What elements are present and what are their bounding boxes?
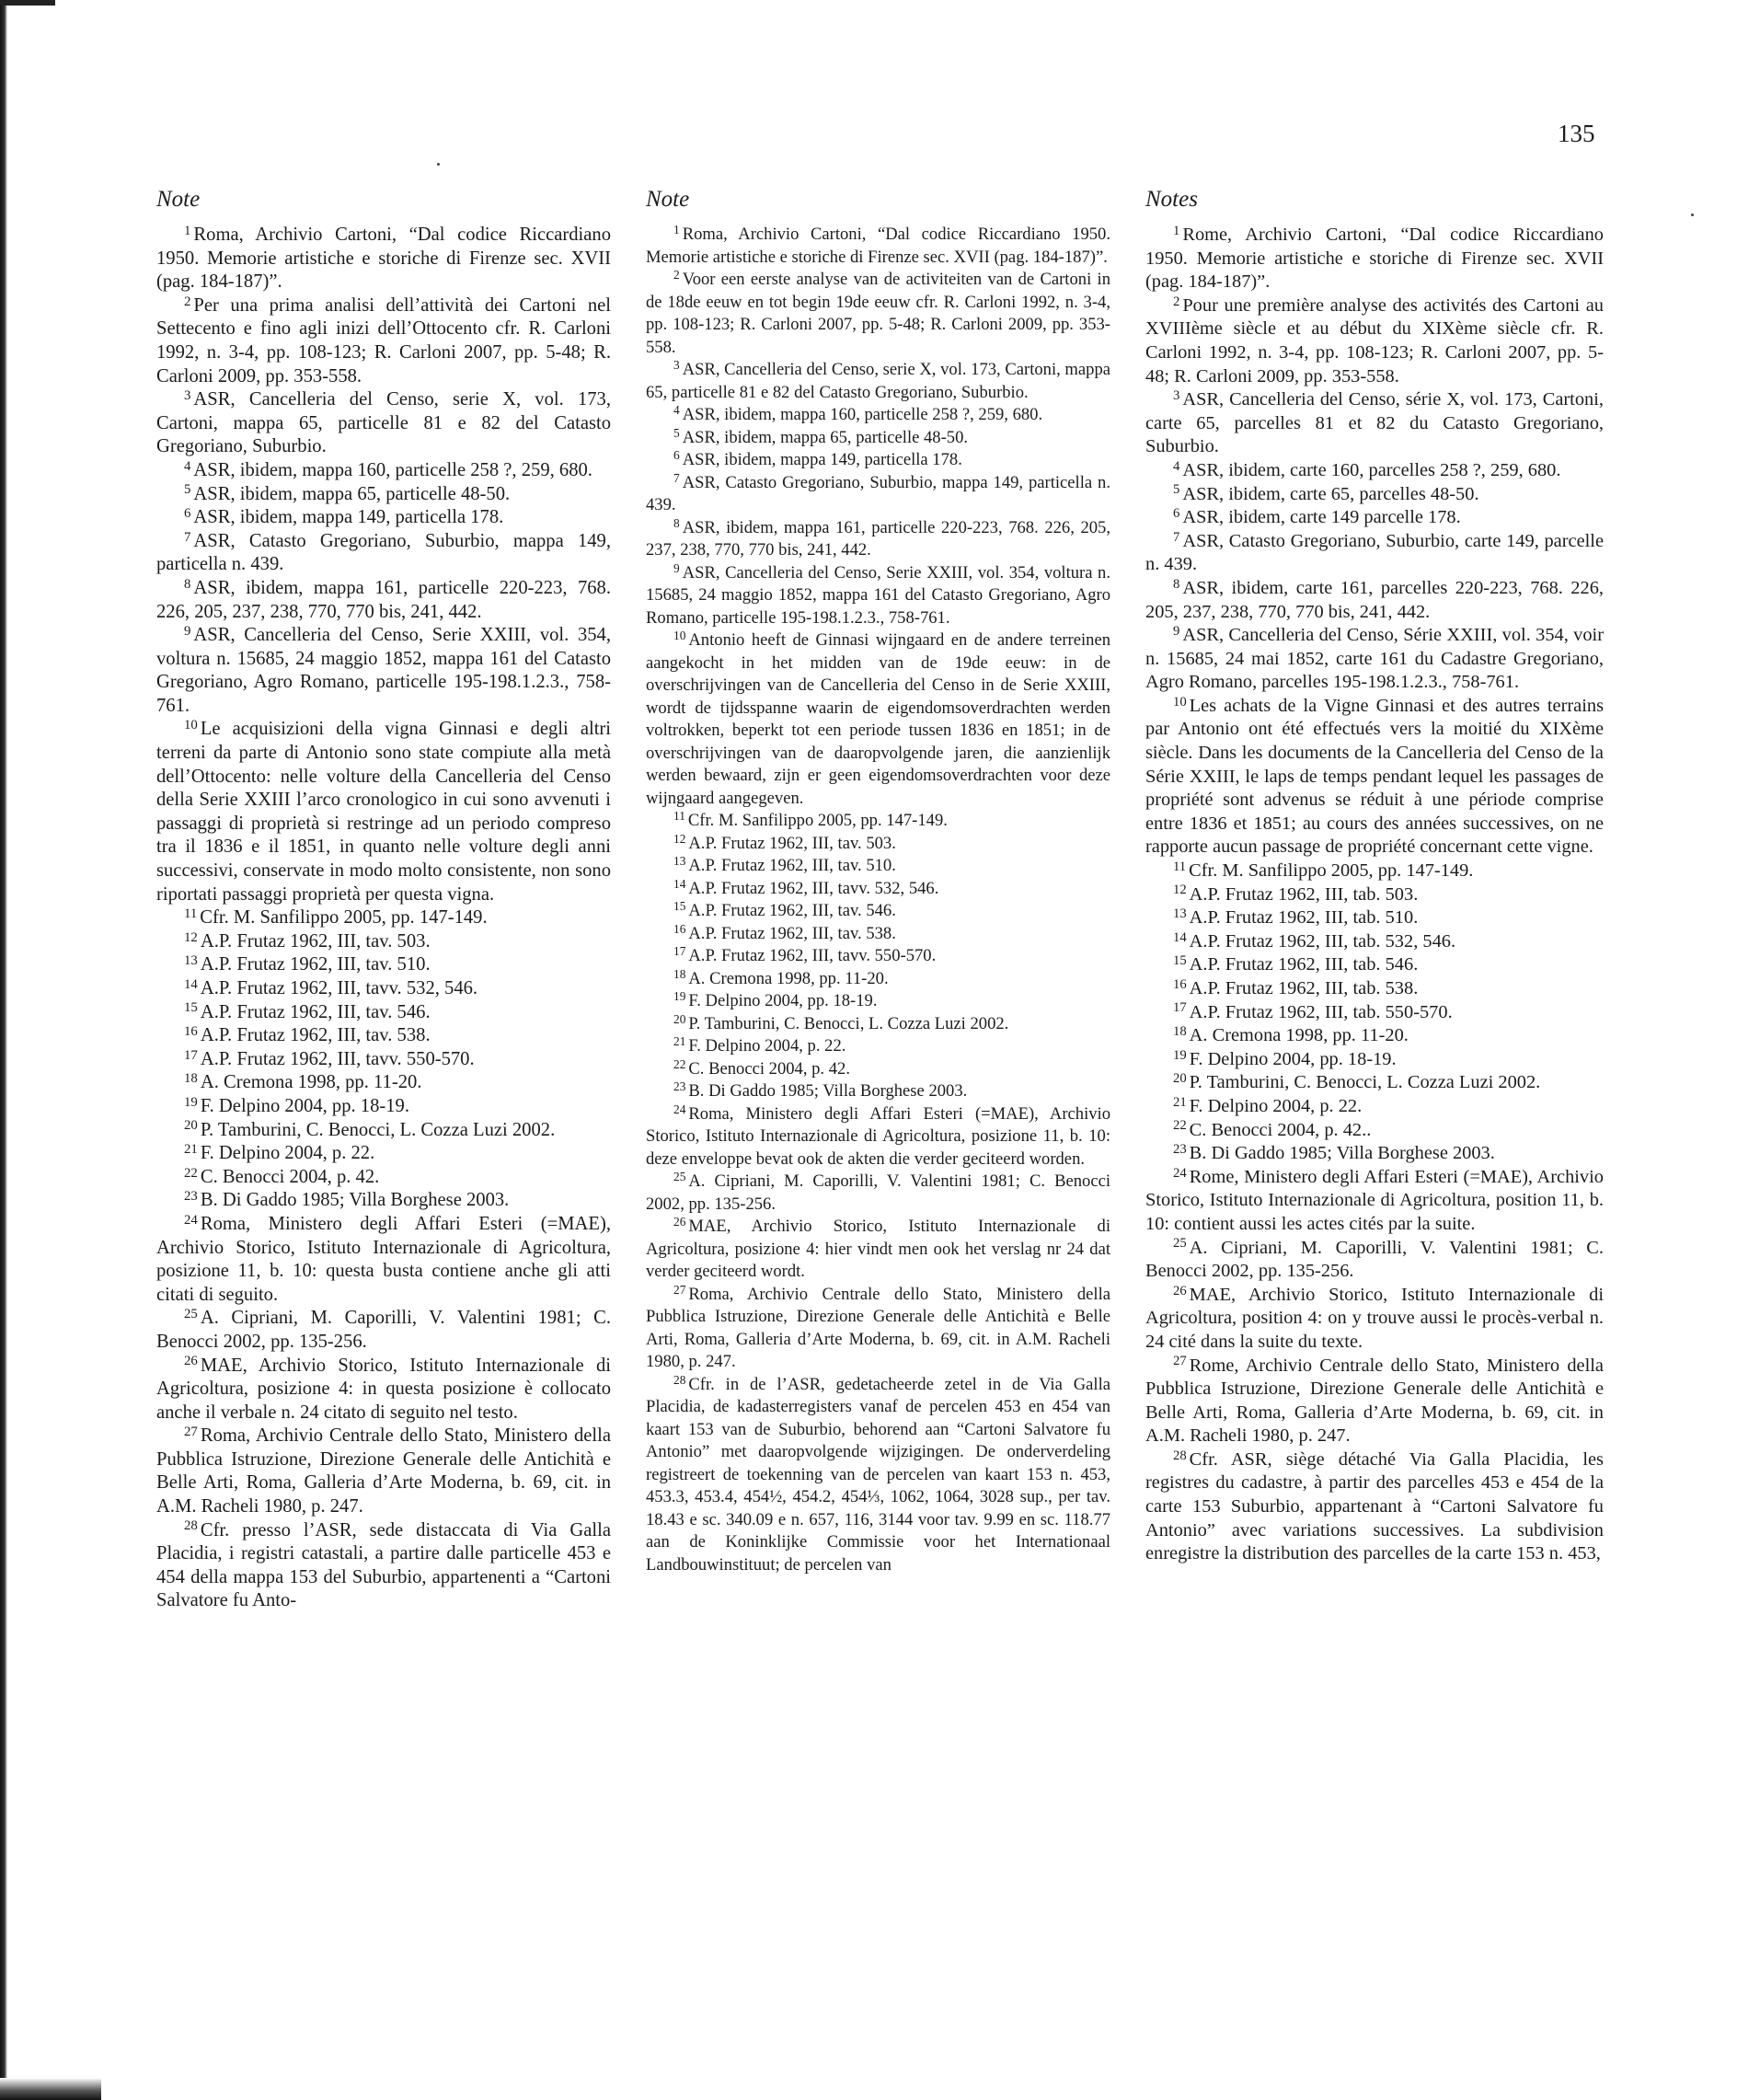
footnote	[1145, 695, 1604, 860]
footnote-text: C. Benocci 2004, p. 42.	[200, 1166, 380, 1187]
footnote-number: 17	[1173, 1000, 1187, 1016]
footnote-number: 19	[1173, 1047, 1187, 1063]
footnote-number: 27	[184, 1425, 198, 1440]
footnote	[1145, 506, 1604, 530]
footnote	[156, 718, 611, 906]
footnote-text: A. Cipriani, M. Caporilli, V. Valentini 1981; C. Benocci 2002, pp. 135-256.	[646, 1171, 1110, 1214]
scan-edge-top	[0, 0, 55, 6]
footnote-number: 18	[184, 1071, 198, 1087]
footnote-number: 1	[1173, 223, 1180, 238]
footnote	[646, 945, 1110, 968]
footnote	[1145, 1448, 1604, 1566]
footnote-text: A.P. Frutaz 1962, III, tab. 550-570.	[1189, 1001, 1453, 1022]
footnote-number: 8	[673, 515, 680, 530]
footnote	[1145, 1024, 1604, 1048]
footnote-text: A.P. Frutaz 1962, III, tab. 538.	[1189, 978, 1419, 998]
footnote-number: 5	[184, 482, 191, 498]
footnote	[156, 577, 611, 624]
footnote-number: 7	[184, 529, 191, 545]
footnote	[646, 1284, 1110, 1374]
footnote-text: F. Delpino 2004, pp. 18-19.	[688, 991, 878, 1010]
footnote-text: A.P. Frutaz 1962, III, tavv. 550-570.	[688, 946, 937, 965]
footnote-number: 20	[673, 1011, 686, 1026]
footnote	[156, 977, 611, 1001]
footnote	[156, 1142, 611, 1166]
footnote-text: Roma, Ministero degli Affari Esteri (=MAE), Archivio Storico, Istituto Internazionale di Agricoltura, posizione 11, b. 10: questa busta contiene anche gli atti citati di seguito.	[156, 1213, 611, 1305]
footnote	[646, 472, 1110, 517]
footnote	[1145, 483, 1604, 507]
footnote-number: 10	[673, 629, 686, 643]
footnote-text: Rome, Archivio Cartoni, “Dal codice Riccardiano 1950. Memorie artistiche e storiche di Firenze sec. XVII (pag. 184-187)”.	[1145, 225, 1604, 293]
footnote	[646, 427, 1110, 450]
footnote	[1145, 883, 1604, 907]
footnote	[1145, 624, 1604, 695]
footnote-text: ASR, Cancelleria del Censo, serie X, vol. 173, Cartoni, mappa 65, particelle 81 e 82 del Catasto Gregoriano, Suburbio.	[156, 389, 611, 457]
footnote-text: Cfr. M. Sanfilippo 2005, pp. 147-149.	[200, 907, 488, 929]
footnote-number: 19	[673, 989, 686, 1004]
footnote-text: Cfr. M. Sanfilippo 2005, pp. 147-149.	[687, 811, 948, 830]
footnote	[1145, 1237, 1604, 1284]
footnote-text: A.P. Frutaz 1962, III, tavv. 532, 546.	[200, 978, 478, 998]
footnote-text: ASR, ibidem, mappa 65, particelle 48-50.	[193, 483, 511, 504]
footnote	[1145, 953, 1604, 977]
column-heading: Notes	[1145, 187, 1198, 212]
footnote-number: 23	[184, 1189, 198, 1205]
footnote	[646, 968, 1110, 991]
footnote-number: 15	[184, 1000, 198, 1016]
footnote-number: 7	[673, 470, 680, 485]
footnote	[646, 878, 1110, 901]
footnote-text: ASR, Catasto Gregoriano, Suburbio, mappa 149, particella n. 439.	[156, 530, 611, 575]
footnote	[646, 990, 1110, 1013]
footnote-number: 5	[673, 425, 680, 440]
footnote-text: P. Tamburini, C. Benocci, L. Cozza Luzi 2002.	[200, 1119, 556, 1140]
footnote-number: 9	[1173, 623, 1180, 639]
footnote	[1145, 1048, 1604, 1072]
footnote	[1145, 530, 1604, 577]
footnote-text: C. Benocci 2004, p. 42.	[688, 1058, 850, 1079]
footnote-number: 26	[184, 1354, 198, 1369]
footnote-number: 13	[673, 854, 686, 869]
footnote-text: A.P. Frutaz 1962, III, tav. 538.	[688, 923, 896, 943]
footnote	[156, 294, 611, 388]
footnote-number: 11	[1173, 859, 1187, 874]
footnote-text: Cfr. ASR, siège détaché Via Galla Placidia, les registres du cadastre, à partir des parcelles 453 e 454 de la carte 153 Suburbio, appartenant à “Cartoni Salvatore fu Antonio” avec variations successives. La subdivision enregistre la distribution des parcelles de la carte 153 n. 453,	[1145, 1448, 1604, 1564]
footnote-text: A.P. Frutaz 1962, III, tavv. 532, 546.	[688, 878, 939, 898]
footnote	[156, 953, 611, 977]
footnote	[156, 1519, 611, 1613]
notes-list	[1145, 224, 1604, 1566]
footnote-text: A. Cipriani, M. Caporilli, V. Valentini 1981; C. Benocci 2002, pp. 135-256.	[156, 1308, 611, 1352]
footnote-text: ASR, Catasto Gregoriano, Suburbio, carte 149, parcelle n. 439.	[1145, 530, 1604, 575]
footnote-number: 27	[1173, 1354, 1187, 1369]
footnote-number: 13	[1173, 906, 1187, 922]
scan-edge-left	[0, 0, 7, 2100]
footnote-number: 9	[184, 623, 191, 639]
footnote-text: A.P. Frutaz 1962, III, tab. 503.	[1189, 883, 1419, 905]
footnote-text: B. Di Gaddo 1985; Villa Borghese 2003.	[688, 1081, 968, 1101]
footnote-number: 4	[673, 403, 680, 418]
footnote-text: Rome, Archivio Centrale dello Stato, Ministero della Pubblica Istruzione, Direzione Generale delle Antichità e Belle Arti, Roma, Galleria d’Arte Moderna, b. 69, cit. in A.M. Racheli 1980, p. 247.	[1145, 1355, 1604, 1447]
footnote	[156, 930, 611, 954]
footnote-number: 24	[673, 1102, 686, 1116]
footnote-text: Roma, Archivio Cartoni, “Dal codice Riccardiano 1950. Memorie artistiche e storiche di Firenze sec. XVII (pag. 184-187)”.	[156, 225, 611, 293]
footnote	[1145, 906, 1604, 930]
footnote-number: 2	[673, 268, 680, 283]
footnote	[1145, 1001, 1604, 1025]
footnote	[1145, 1284, 1604, 1355]
footnote-text: ASR, ibidem, mappa 65, particelle 48-50.	[682, 427, 969, 447]
notes-list	[156, 224, 611, 1613]
footnote-number: 21	[1173, 1094, 1187, 1110]
footnote-text: MAE, Archivio Storico, Istituto Internazionale di Agricoltura, position 4: on y trouve aussi le procès-verbal n. 24 cité dans la suite du texte.	[1145, 1284, 1604, 1352]
footnote-text: F. Delpino 2004, p. 22.	[200, 1143, 375, 1164]
footnote	[1145, 577, 1604, 624]
footnote-text: A.P. Frutaz 1962, III, tav. 546.	[688, 901, 896, 920]
footnote	[646, 517, 1110, 562]
footnote-number: 24	[184, 1212, 198, 1228]
footnote	[156, 1071, 611, 1095]
footnote-text: A.P. Frutaz 1962, III, tab. 546.	[1189, 954, 1419, 975]
footnote	[156, 224, 611, 294]
footnote-text: Roma, Archivio Centrale dello Stato, Ministero della Pubblica Istruzione, Direzione Generale delle Antichità e Belle Arti, Roma, Galleria d’Arte Moderna, b. 69, cit. in A.M. Racheli 1980, p. 247.	[156, 1425, 611, 1517]
footnote	[1145, 1095, 1604, 1119]
footnote-number: 26	[673, 1215, 686, 1229]
footnote	[1145, 1071, 1604, 1095]
footnote-text: Les achats de la Vigne Ginnasi et des autres terrains par Antonio ont été effectués vers la moitié du XIXème siècle. Dans les documents de la Cancelleria del Censo de la Série XXIII, le laps de temps pendant lequel les passages de propriété sont advenus se réduit à une période comprise entre 1836 et 1851; au cours des années successives, on ne rapporte aucun passage de propriété concernant cette vigne.	[1145, 695, 1604, 858]
footnote-text: A. Cremona 1998, pp. 11-20.	[200, 1072, 422, 1093]
footnote-text: Rome, Ministero degli Affari Esteri (=MAE), Archivio Storico, Istituto Internazionale di Agricoltura, position 11, b. 10: contient aussi les actes cités par la suite.	[1145, 1166, 1604, 1234]
column-dutch	[646, 187, 1110, 1576]
footnote-number: 18	[1173, 1024, 1187, 1040]
footnote	[156, 624, 611, 718]
footnote-number: 9	[673, 560, 680, 575]
footnote-number: 26	[1173, 1283, 1187, 1298]
footnote-number: 14	[1173, 929, 1187, 945]
footnote-text: P. Tamburini, C. Benocci, L. Cozza Luzi 2002.	[1189, 1072, 1541, 1093]
footnote-number: 18	[673, 966, 686, 981]
footnote-text: Cfr. presso l’ASR, sede distaccata di Via Galla Placidia, i registri catastali, a partire dalle particelle 453 e 454 della mappa 153 del Suburbio, appartenenti a “Cartoni Salvatore fu Anto-	[156, 1519, 611, 1611]
page-number: 135	[1558, 120, 1595, 147]
column-heading: Note	[646, 187, 690, 212]
footnote-text: Voor een eerste analyse van de activiteiten van de Cartoni in de 18de eeuw en tot begin 19de eeuw cfr. R. Carloni 1992, n. 3-4, pp. 108-123; R. Carloni 2007, pp. 5-48; R. Carloni 2009, pp. 353-558.	[646, 270, 1110, 357]
footnote-text: Roma, Archivio Cartoni, “Dal codice Riccardiano 1950. Memorie artistiche e storiche di Firenze sec. XVII (pag. 184-187)”.	[646, 225, 1110, 267]
footnote-text: Cfr. in de l’ASR, gedetacheerde zetel in de Via Galla Placidia, de kadasterregisters vanaf de percelen 453 en 454 van kaart 153 van de Suburbio, behorend aan “Cartoni Salvatore fu Antonio” met daaropvolgende wijzigingen. De onderverdeling registreert de toekenning van de percelen van kaart 153 n. 453, 453.3, 453.4, 454½, 454.2, 454⅓, 1062, 1064, 3028 sup., per tav. 18.43 e sc. 340.09 e n. 657, 116, 3144 voor tav. 9.99 en sc. 118.77 aan de Koninklijke Commissie voor het Internationaal Landbouwinstituut; de percelen van	[646, 1374, 1110, 1575]
footnote-text: F. Delpino 2004, p. 22.	[1189, 1095, 1363, 1116]
footnote-number: 12	[184, 929, 198, 945]
footnote-number: 3	[184, 387, 191, 403]
column-heading: Note	[156, 187, 201, 212]
footnote	[1145, 1142, 1604, 1166]
footnote-number: 12	[1173, 883, 1187, 898]
footnote-text: A.P. Frutaz 1962, III, tavv. 550-570.	[200, 1048, 475, 1069]
footnote-text: A.P. Frutaz 1962, III, tab. 510.	[1189, 907, 1419, 929]
scan-speck	[437, 163, 440, 166]
footnote-text: B. Di Gaddo 1985; Villa Borghese 2003.	[200, 1190, 510, 1211]
footnote-number: 16	[184, 1023, 198, 1039]
footnote-number: 14	[673, 876, 686, 891]
footnote	[646, 1058, 1110, 1081]
footnote-text: ASR, ibidem, mappa 160, particelle 258 ?, 259, 680.	[682, 405, 1043, 424]
footnote	[646, 1013, 1110, 1036]
footnote	[156, 1166, 611, 1190]
footnote	[156, 1095, 611, 1119]
footnote	[156, 388, 611, 459]
footnote-text: ASR, ibidem, carte 149 parcelle 178.	[1182, 507, 1461, 528]
footnote	[646, 1216, 1110, 1284]
footnote-text: F. Delpino 2004, pp. 18-19.	[200, 1095, 409, 1116]
footnote	[156, 459, 611, 483]
footnote-number: 22	[1173, 1118, 1187, 1134]
footnote	[646, 1080, 1110, 1103]
footnote-text: F. Delpino 2004, pp. 18-19.	[1189, 1048, 1397, 1069]
footnote	[646, 1374, 1110, 1577]
footnote-text: A.P. Frutaz 1962, III, tab. 532, 546.	[1189, 930, 1456, 952]
footnote-number: 4	[184, 458, 191, 474]
footnote-text: ASR, Catasto Gregoriano, Suburbio, mappa 149, particella n. 439.	[646, 472, 1110, 514]
footnote-number: 3	[673, 358, 680, 373]
footnote-number: 8	[1173, 576, 1180, 592]
footnote-text: ASR, Cancelleria del Censo, Serie XXIII, vol. 354, voltura n. 15685, 24 maggio 1852, mappa 161 del Catasto Gregoriano, Agro Romano, particelle 195-198.1.2.3., 758-761.	[156, 625, 611, 716]
footnote-number: 3	[1173, 388, 1180, 403]
footnote-number: 25	[673, 1170, 686, 1184]
footnote-text: Pour une première analyse des activités des Cartoni au XVIIIème siècle et au début du XIXème siècle cfr. R. Carloni 1992, n. 3-4, pp. 108-123; R. Carloni 2007, pp. 5-48; R. Carloni 2009, pp. 353-558.	[1145, 294, 1604, 387]
footnote	[646, 269, 1110, 359]
footnote	[646, 810, 1110, 833]
footnote-number: 24	[1173, 1165, 1187, 1181]
footnote-number: 6	[673, 448, 680, 463]
footnote-number: 28	[673, 1372, 686, 1387]
footnote-number: 15	[1173, 953, 1187, 969]
footnote	[156, 1119, 611, 1143]
footnote-text: ASR, Cancelleria del Censo, Série XXIII, vol. 354, voir n. 15685, 24 mai 1852, carte 161 du Cadastre Gregoriano, Agro Romano, parcelles 195-198.1.2.3., 758-761.	[1145, 625, 1604, 693]
footnote-number: 2	[1173, 294, 1180, 309]
footnote-number: 21	[673, 1034, 686, 1049]
footnote-text: A.P. Frutaz 1962, III, tav. 538.	[200, 1025, 431, 1046]
footnote-text: ASR, ibidem, mappa 149, particella 178.	[193, 507, 504, 528]
footnote-number: 1	[673, 223, 680, 237]
scan-edge-bottom	[0, 2078, 101, 2100]
footnote	[646, 833, 1110, 856]
footnote-number: 20	[184, 1118, 198, 1134]
footnote-number: 6	[1173, 505, 1180, 521]
footnote-text: ASR, ibidem, mappa 160, particelle 258 ?, 259, 680.	[193, 459, 592, 480]
footnote-number: 17	[673, 944, 686, 959]
footnote-text: C. Benocci 2004, p. 42..	[1189, 1119, 1372, 1140]
footnote-number: 25	[184, 1307, 198, 1322]
footnote	[156, 483, 611, 507]
footnote-text: ASR, ibidem, mappa 149, particella 178.	[682, 450, 962, 469]
footnote	[156, 506, 611, 530]
footnote	[646, 562, 1110, 630]
footnote-number: 2	[184, 294, 191, 309]
footnote	[1145, 1166, 1604, 1237]
footnote-text: B. Di Gaddo 1985; Villa Borghese 2003.	[1189, 1143, 1495, 1164]
footnote	[156, 1024, 611, 1048]
footnote-number: 16	[673, 921, 686, 936]
footnote-text: Antonio heeft de Ginnasi wijngaard en de andere terreinen aangekocht in het midden van de 19de eeuw: in de overschrijvingen van de Cancelleria del Censo in de Serie XXIII, wordt de tijdsspanne waarin de eigendomsoverdrachten werden voltrokken, beperkt tot een periode tussen 1836 en 1851; in de overschrijvingen van de daaropvolgende jaren, die aanzienlijk werden bewaard, zijn er geen eigendomsoverdrachten voor deze wijngaard aangegeven.	[646, 630, 1110, 808]
footnote	[156, 530, 611, 577]
footnote-number: 19	[184, 1094, 198, 1110]
footnote	[1145, 860, 1604, 883]
footnote-number: 13	[184, 953, 198, 969]
footnote-number: 14	[184, 976, 198, 992]
footnote-text: A.P. Frutaz 1962, III, tav. 503.	[688, 833, 896, 853]
footnote-text: MAE, Archivio Storico, Istituto Internazionale di Agricoltura, posizione 4: hier vindt men ook het verslag nr 24 dat verder geciteerd wordt.	[646, 1217, 1110, 1281]
footnote	[646, 1103, 1110, 1171]
footnote-number: 27	[673, 1282, 686, 1297]
footnote	[156, 1001, 611, 1025]
footnote-number: 5	[1173, 482, 1180, 498]
footnote-text: A. Cipriani, M. Caporilli, V. Valentini 1981; C. Benocci 2002, pp. 135-256.	[1145, 1237, 1604, 1282]
footnote-text: ASR, Cancelleria del Censo, Serie XXIII, vol. 354, voltura n. 15685, 24 maggio 1852, mappa 161 del Catasto Gregoriano, Agro Romano, particelle 195-198.1.2.3., 758-761.	[646, 562, 1110, 628]
footnote-text: A.P. Frutaz 1962, III, tav. 510.	[688, 856, 896, 875]
footnote-text: A.P. Frutaz 1962, III, tav. 510.	[200, 954, 431, 975]
footnote-text: MAE, Archivio Storico, Istituto Internazionale di Agricoltura, posizione 4: in questa posizione è collocato anche il verbale n. 24 citato di seguito nel testo.	[156, 1355, 611, 1423]
footnote-text: A. Cremona 1998, pp. 11-20.	[688, 968, 889, 988]
footnote-number: 21	[184, 1141, 198, 1157]
footnote-text: P. Tamburini, C. Benocci, L. Cozza Luzi 2002.	[688, 1013, 1009, 1033]
footnote	[646, 224, 1110, 269]
footnote-number: 16	[1173, 976, 1187, 992]
footnote-number: 12	[673, 831, 686, 846]
footnote-text: Le acquisizioni della vigna Ginnasi e degli altri terreni da parte di Antonio sono state compiute alla metà dell’Ottocento: nelle volture della Cancelleria del Censo della Serie XXIII l’arco cronologico in cui sono avvenuti i passaggi di proprietà si restringe ad un periodo compreso tra il 1836 e il 1851, in quanto nelle volture degli anni successivi, conservate in modo molto consistente, non sono riportati passaggi proprietà per questa vigna.	[156, 719, 611, 905]
footnote	[156, 1425, 611, 1518]
footnote-number: 7	[1173, 529, 1180, 545]
footnote-text: F. Delpino 2004, p. 22.	[688, 1036, 846, 1056]
footnote-text: ASR, ibidem, carte 161, parcelles 220-223, 768. 226, 205, 237, 238, 770, 770 bis, 241, 442.	[1145, 577, 1604, 622]
footnote-number: 23	[673, 1079, 686, 1094]
footnote-number: 1	[184, 223, 191, 238]
footnote-number: 10	[184, 718, 198, 733]
footnote-number: 11	[184, 906, 198, 921]
scan-speck	[1691, 213, 1694, 216]
column-french	[1145, 187, 1604, 1566]
column-italian	[156, 187, 611, 1613]
footnote	[646, 404, 1110, 427]
footnote-text: ASR, ibidem, carte 65, parcelles 48-50.	[1182, 483, 1479, 504]
footnote-text: Per una prima analisi dell’attività dei Cartoni nel Settecento e fino agli inizi dell’Ottocento cfr. R. Carloni 1992, n. 3-4, pp. 108-123; R. Carloni 2007, pp. 5-48; R. Carloni 2009, pp. 353-558.	[156, 294, 611, 387]
footnote	[1145, 224, 1604, 294]
footnote-text: ASR, ibidem, mappa 161, particelle 220-223, 768. 226, 205, 237, 238, 770, 770 bis, 241, 442.	[646, 517, 1110, 560]
footnote	[1145, 930, 1604, 954]
footnote	[1145, 388, 1604, 459]
footnote-number: 23	[1173, 1142, 1187, 1157]
footnote-text: Cfr. M. Sanfilippo 2005, pp. 147-149.	[1189, 860, 1474, 882]
footnote-number: 22	[673, 1056, 686, 1071]
footnote	[646, 449, 1110, 472]
footnote-number: 28	[184, 1518, 198, 1534]
footnote	[156, 1307, 611, 1354]
footnote	[156, 906, 611, 930]
footnote-number: 11	[673, 809, 685, 824]
footnote	[646, 900, 1110, 923]
footnote	[646, 1171, 1110, 1216]
footnote	[1145, 977, 1604, 1001]
footnote	[156, 1048, 611, 1072]
footnote	[156, 1355, 611, 1425]
notes-list	[646, 224, 1110, 1576]
footnote-text: ASR, ibidem, carte 160, parcelles 258 ?, 259, 680.	[1182, 459, 1561, 480]
footnote-number: 10	[1173, 694, 1187, 710]
footnote-text: ASR, Cancelleria del Censo, série X, vol. 173, Cartoni, carte 65, parcelles 81 et 82 du Catasto Gregoriano, Suburbio.	[1145, 389, 1604, 457]
footnote-number: 17	[184, 1047, 198, 1063]
footnote-number: 22	[184, 1165, 198, 1181]
footnote-number: 28	[1173, 1448, 1187, 1463]
footnote-number: 20	[1173, 1071, 1187, 1087]
footnote-text: ASR, Cancelleria del Censo, serie X, vol. 173, Cartoni, mappa 65, particelle 81 e 82 del Catasto Gregoriano, Suburbio.	[646, 360, 1110, 402]
footnote-text: Roma, Ministero degli Affari Esteri (=MAE), Archivio Storico, Istituto Internazionale di Agricoltura, posizione 11, b. 10: deze enveloppe bevat ook de akten die verder geciteerd worden.	[646, 1103, 1110, 1169]
footnote	[1145, 1119, 1604, 1143]
footnote-number: 4	[1173, 458, 1180, 474]
footnote	[156, 1189, 611, 1213]
footnote	[1145, 459, 1604, 483]
footnote-text: A.P. Frutaz 1962, III, tav. 546.	[200, 1001, 431, 1022]
footnote	[1145, 1355, 1604, 1448]
footnote-number: 25	[1173, 1236, 1187, 1252]
footnote-text: ASR, ibidem, mappa 161, particelle 220-223, 768. 226, 205, 237, 238, 770, 770 bis, 241, 442.	[156, 577, 611, 622]
footnote	[646, 629, 1110, 810]
footnote-number: 6	[184, 505, 191, 521]
footnote	[646, 1035, 1110, 1058]
footnote-number: 15	[673, 899, 686, 914]
footnote-number: 8	[184, 576, 191, 592]
footnote-text: A. Cremona 1998, pp. 11-20.	[1189, 1025, 1409, 1046]
footnote	[156, 1213, 611, 1307]
footnote-text: Roma, Archivio Centrale dello Stato, Ministero della Pubblica Istruzione, Direzione Generale delle Antichità e Belle Arti, Roma, Galleria d’Arte Moderna, b. 69, cit. in A.M. Racheli 1980, p. 247.	[646, 1284, 1110, 1371]
footnote	[646, 359, 1110, 404]
footnote	[1145, 294, 1604, 388]
footnote-text: A.P. Frutaz 1962, III, tav. 503.	[200, 930, 431, 952]
footnote	[646, 855, 1110, 878]
footnote	[646, 923, 1110, 946]
